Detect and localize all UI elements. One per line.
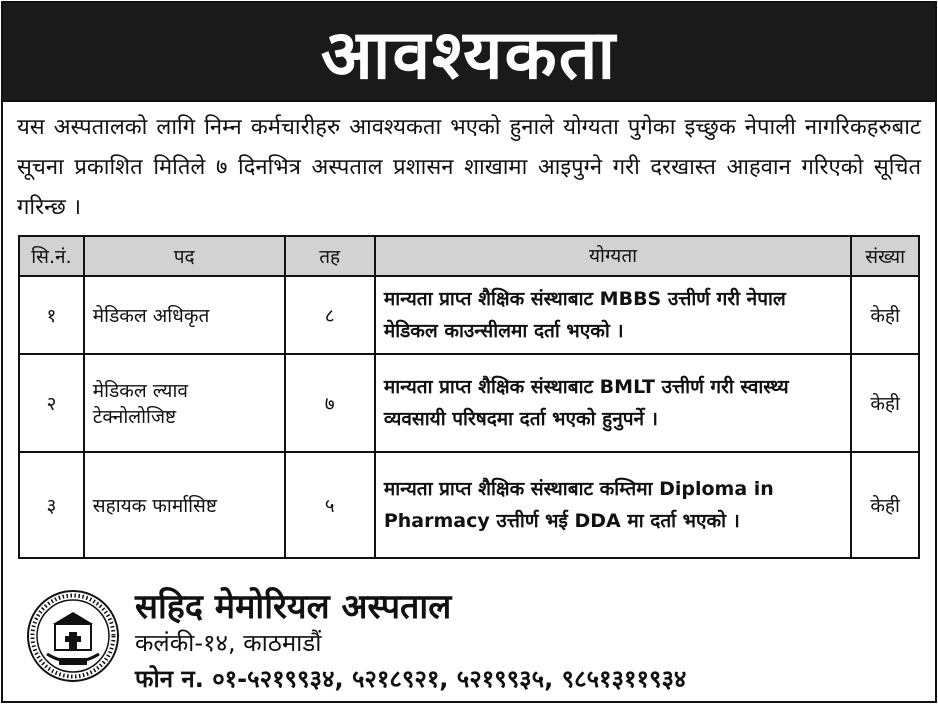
row-count: केही — [851, 452, 919, 558]
row-count: केही — [851, 276, 919, 354]
header-qualification: योग्यता — [375, 236, 851, 276]
table-header-row — [19, 236, 919, 276]
notice-title: आवश्यकता — [320, 16, 618, 95]
header-post: पद — [84, 236, 285, 276]
row-qualification: मान्यता प्राप्त शैक्षिक संस्थाबाट MBBS उत्तीर्ण गरी नेपाल मेडिकल काउन्सीलमा दर्ता भएको । — [375, 276, 851, 354]
vacancy-table — [18, 235, 920, 559]
row-level: ५ — [285, 452, 375, 558]
row-post: मेडिकल ल्याव टेक्नोलोजिष्ट — [84, 354, 285, 452]
header-level: तह — [285, 236, 375, 276]
hospital-name: सहिद मेमोरियल अस्पताल — [135, 587, 452, 627]
table-row — [19, 354, 919, 452]
row-level: ८ — [285, 276, 375, 354]
header-sn: सि.नं. — [19, 236, 84, 276]
notice-header — [3, 3, 935, 102]
vacancy-notice — [1, 1, 937, 703]
table-row — [19, 452, 919, 558]
hospital-address: कलंकी-१४, काठमाडौं — [135, 629, 322, 657]
row-sn: १ — [19, 276, 84, 354]
row-sn: २ — [19, 354, 84, 452]
row-count: केही — [851, 354, 919, 452]
row-qualification: मान्यता प्राप्त शैक्षिक संस्थाबाट कम्तिमा Diploma in Pharmacy उत्तीर्ण भई DDA मा दर्ता भएको । — [375, 452, 851, 558]
row-post: मेडिकल अधिकृत — [84, 276, 285, 354]
header-count: संख्या — [851, 236, 919, 276]
row-post: सहायक फार्मासिष्ट — [84, 452, 285, 558]
row-sn: ३ — [19, 452, 84, 558]
row-qualification: मान्यता प्राप्त शैक्षिक संस्थाबाट BMLT उत्तीर्ण गरी स्वास्थ्य व्यवसायी परिषदमा दर्ता भएको हुनुपर्ने । — [375, 354, 851, 452]
hospital-emblem-icon — [25, 588, 121, 684]
hospital-phone: फोन न. ०१-५२१९९३४, ५२१८९२१, ५२१९९३५, ९८५१३११९३४ — [135, 665, 687, 693]
notice-paragraph: यस अस्पतालको लागि निम्न कर्मचारीहरु आवश्यकता भएको हुनाले योग्यता पुगेका इच्छुक नेपाली नागरिकहरुबाट सूचना प्रकाशित मितिले ७ दिनभित्र अस्पताल प्रशासन शाखामा आइपुग्ने गरी दरखास्त आहवान गरिएको सूचित गरिन्छ । — [17, 115, 921, 220]
table-row — [19, 276, 919, 354]
row-level: ७ — [285, 354, 375, 452]
notice-footer — [3, 578, 935, 701]
